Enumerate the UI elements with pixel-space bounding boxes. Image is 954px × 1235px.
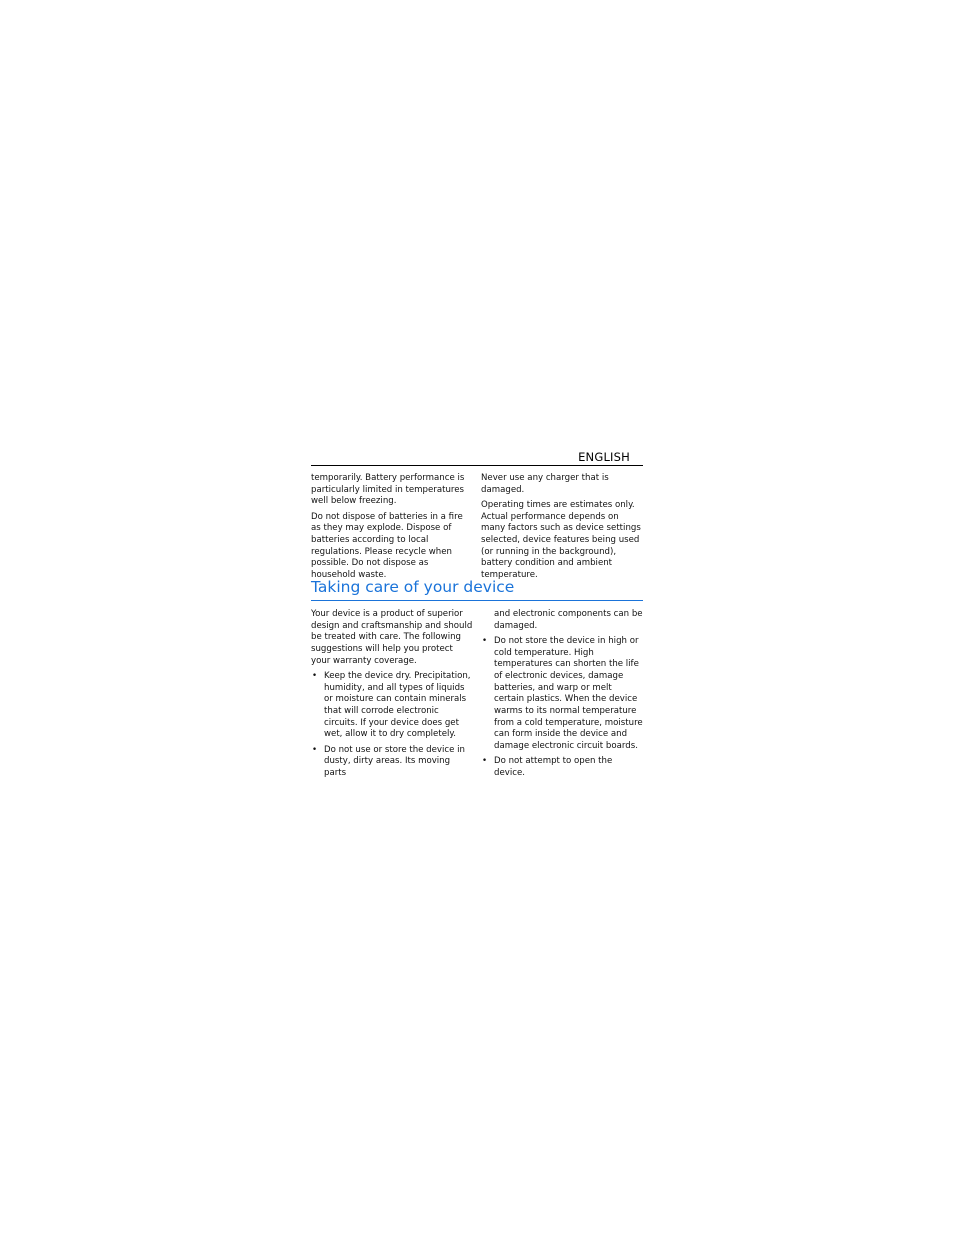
bullet-text: Keep the device dry. Precipitation, humidity, and all types of liquids or moisture can contain minerals that will corrode electronic circuits. If your device does get wet, allow it to dry completely. — [324, 670, 471, 740]
care-text-column-left — [311, 609, 473, 783]
language-label: ENGLISH — [578, 450, 630, 464]
bullet-text: Do not use or store the device in dusty, dirty areas. Its moving parts — [324, 744, 465, 778]
paragraph-battery-freezing: temporarily. Battery performance is particularly limited in temperatures well below freezing. — [311, 473, 465, 507]
bullet-dot-icon: • — [482, 635, 488, 646]
paragraph-operating-times: Operating times are estimates only. Actual performance depends on many factors such as device settings selected, device features being used (or running in the background), battery condition and ambient temperature. — [481, 499, 641, 581]
bullet-item-dusty-areas — [311, 745, 473, 780]
section-title-rule — [311, 600, 643, 601]
paragraph-battery-disposal: Do not dispose of batteries in a fire as they may explode. Dispose of batteries according to local regulations. Please recycle when possible. Do not dispose as household waste. — [311, 511, 463, 581]
care-text-column-right — [481, 609, 643, 783]
care-bullet-list-right — [481, 636, 643, 780]
bullet-item-temperature — [481, 636, 643, 753]
bullet-dot-icon: • — [312, 744, 318, 755]
bullet-dot-icon: • — [482, 756, 488, 767]
bullet-item-do-not-open — [481, 756, 643, 779]
battery-text-column-right — [481, 473, 643, 585]
bullet-text: Do not store the device in high or cold temperature. High temperatures can shorten the life of electronic devices, damage batteries, and warp or melt certain plastics. When the device warms to its normal temperature from a cold temperature, moisture can form inside the device and damage electronic circuit boards. — [494, 635, 643, 752]
paragraph-care-intro: Your device is a product of superior design and craftsmanship and should be treated with care. The following suggestions will help you protect your warranty coverage. — [311, 609, 473, 666]
care-bullet-list-left — [311, 671, 473, 780]
bullet-item-keep-dry — [311, 671, 473, 741]
bullet-continuation-text: and electronic components can be damaged. — [494, 609, 643, 631]
header-rule — [311, 465, 643, 466]
paragraph-damaged-charger: Never use any charger that is damaged. — [481, 473, 609, 495]
section-title: Taking care of your device — [311, 578, 515, 596]
battery-text-column-left — [311, 473, 473, 585]
bullet-text: Do not attempt to open the device. — [494, 756, 613, 778]
bullet-dot-icon: • — [312, 670, 318, 681]
